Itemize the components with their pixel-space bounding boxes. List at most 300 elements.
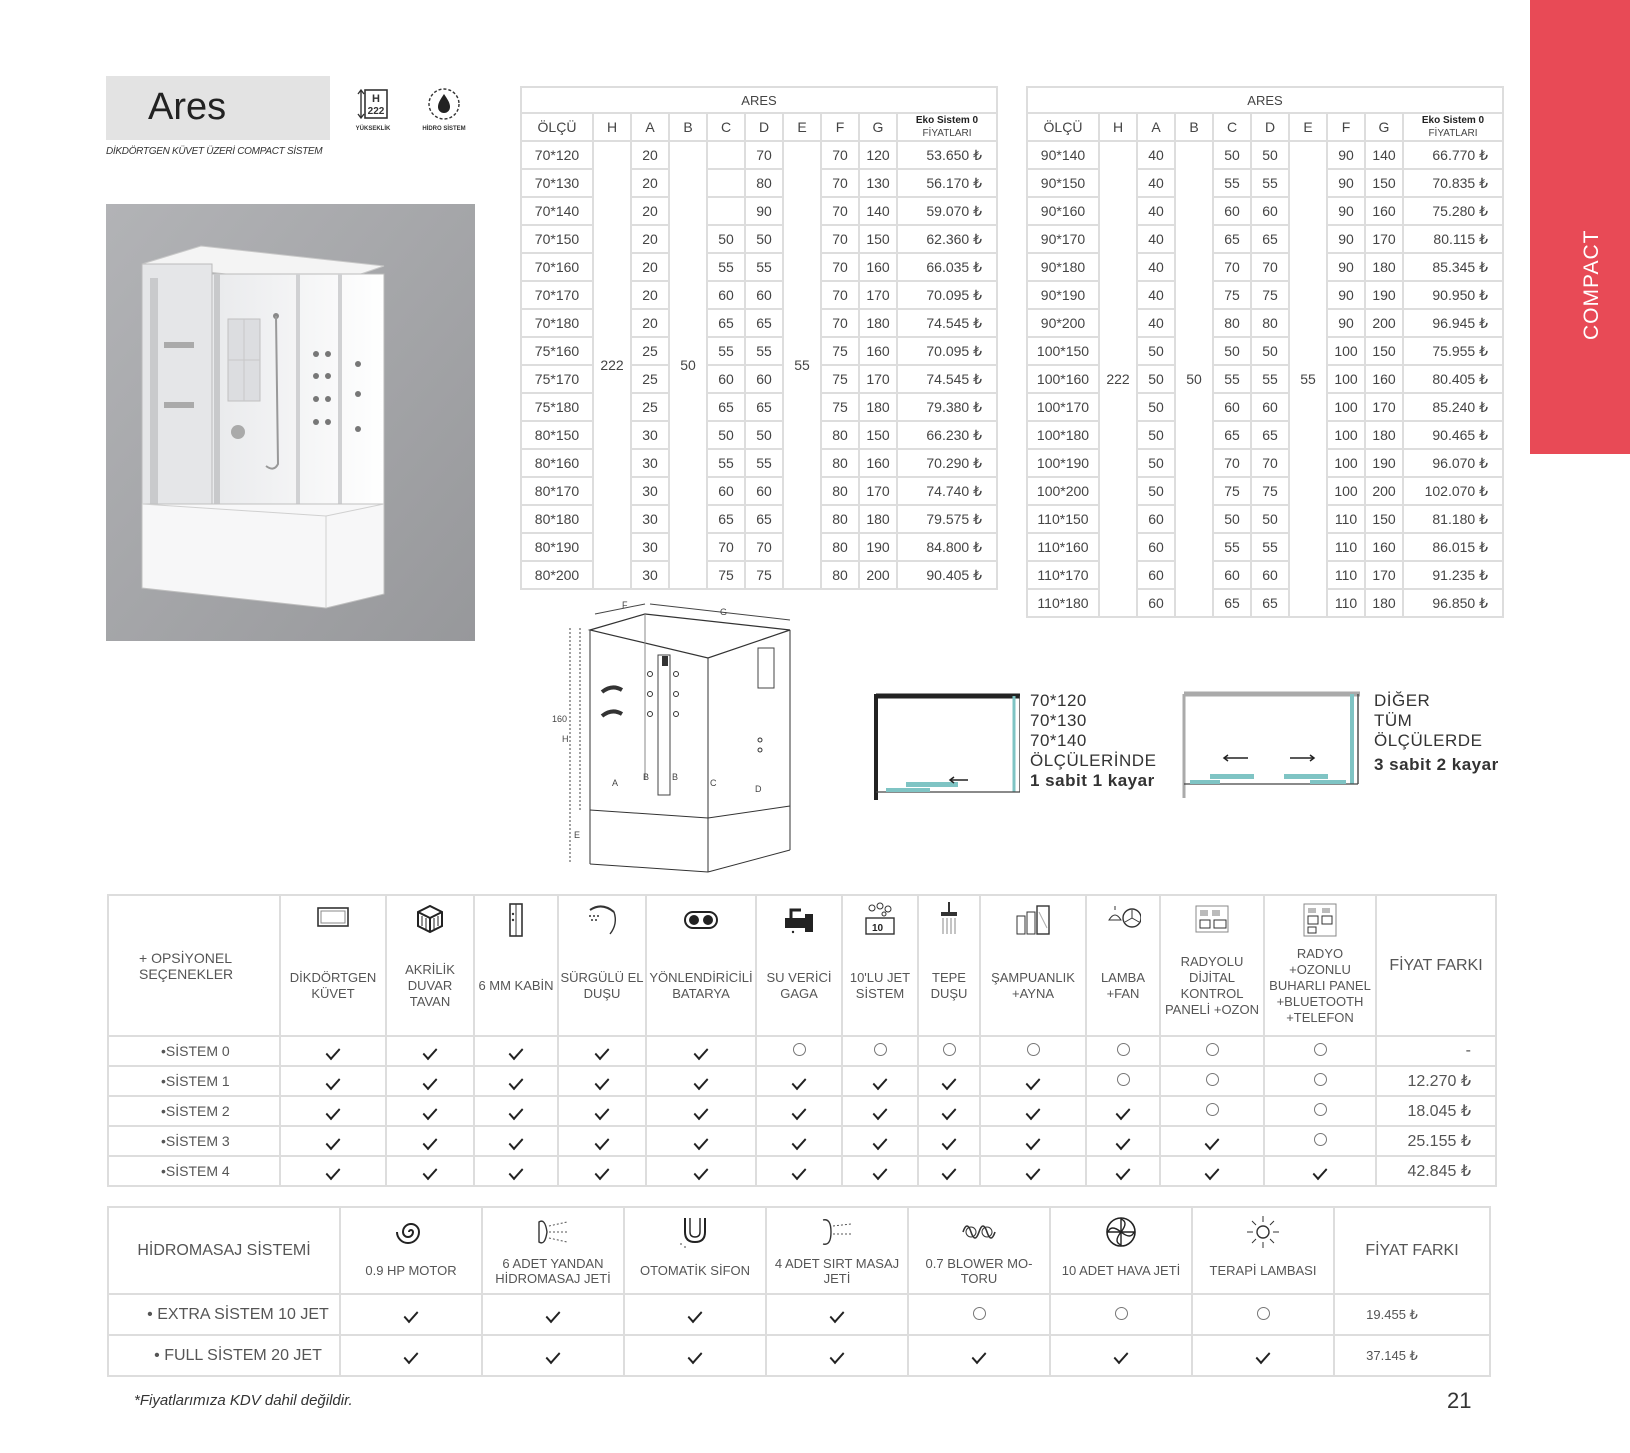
included-cell — [756, 1066, 842, 1096]
table-row — [1027, 589, 1503, 617]
price-cell: 96.070 ₺ — [1403, 449, 1503, 477]
size-table-1 — [520, 86, 998, 590]
check-icon — [509, 1163, 524, 1179]
d-cell: 50 — [745, 225, 783, 253]
included-cell — [624, 1335, 766, 1376]
g-cell: 170 — [859, 365, 897, 393]
f-cell: 75 — [821, 337, 859, 365]
price-cell: 80.115 ₺ — [1403, 225, 1503, 253]
g-cell: 180 — [1365, 589, 1403, 617]
a-cell: 25 — [631, 393, 669, 421]
motor-icon — [393, 1214, 429, 1250]
table-row — [1027, 477, 1503, 505]
c-cell: 65 — [707, 505, 745, 533]
included-cell — [1050, 1335, 1192, 1376]
included-cell — [918, 1066, 980, 1096]
check-icon — [942, 1133, 957, 1149]
table-row — [108, 1335, 1490, 1376]
size-cell: 75*170 — [521, 365, 593, 393]
dim-label: H — [562, 734, 569, 744]
col-header: C — [707, 113, 745, 141]
included-cell — [756, 1156, 842, 1186]
optional-cell — [1086, 1066, 1160, 1096]
g-cell: 160 — [1365, 197, 1403, 225]
g-cell: 160 — [859, 337, 897, 365]
check-icon — [595, 1073, 610, 1089]
included-cell — [1086, 1126, 1160, 1156]
check-icon — [1026, 1103, 1041, 1119]
check-icon — [404, 1307, 419, 1323]
feature-label: 6 MM KABİN — [478, 977, 554, 993]
included-cell — [474, 1126, 558, 1156]
row-label: •SİSTEM 1 — [108, 1066, 280, 1096]
table-row — [1027, 197, 1503, 225]
price-diff-header: FİYAT FARKI — [1334, 1207, 1490, 1294]
empty-circle-icon — [943, 1043, 956, 1056]
price-cell: 66.230 ₺ — [897, 421, 997, 449]
a-cell: 60 — [1137, 533, 1175, 561]
price-cell: 74.740 ₺ — [897, 477, 997, 505]
page-number: 21 — [1447, 1388, 1472, 1413]
table-row — [1027, 169, 1503, 197]
d-cell: 70 — [745, 141, 783, 169]
g-cell: 150 — [1365, 337, 1403, 365]
price-cell: 70.290 ₺ — [897, 449, 997, 477]
check-icon — [423, 1133, 438, 1149]
acrylic-ceiling-icon — [412, 902, 448, 938]
check-icon — [404, 1348, 419, 1364]
size-cell: 70*160 — [521, 253, 593, 281]
feature-header — [474, 895, 558, 1036]
optional-cell — [1160, 1096, 1264, 1126]
a-cell: 30 — [631, 421, 669, 449]
product-subtitle: DİKDÖRTGEN KÜVET ÜZERİ COMPACT SİSTEM — [106, 146, 323, 157]
included-cell — [980, 1066, 1086, 1096]
radio-ozone-icon — [1302, 902, 1338, 938]
a-cell: 25 — [631, 337, 669, 365]
included-cell — [756, 1096, 842, 1126]
hydro-badge — [419, 86, 469, 132]
feature-label: RADYO +OZONLU BUHARLI PANEL +BLUETOOTH +TELEFON — [1269, 945, 1371, 1025]
check-icon — [509, 1133, 524, 1149]
hydro-table — [107, 1206, 1491, 1377]
table-row — [1027, 281, 1503, 309]
feature-label: 10'LU JET SİSTEM — [849, 969, 911, 1001]
check-icon — [792, 1073, 807, 1089]
price-diff-cell: - — [1376, 1036, 1496, 1066]
dim-label: E — [574, 830, 581, 840]
row-label: •SİSTEM 0 — [108, 1036, 280, 1066]
price-diff-cell: 42.845 ₺ — [1376, 1156, 1496, 1186]
a-cell: 20 — [631, 281, 669, 309]
check-icon — [326, 1043, 341, 1059]
d-cell: 55 — [1251, 169, 1289, 197]
f-cell: 90 — [1327, 253, 1365, 281]
size-cell: 110*160 — [1027, 533, 1099, 561]
dim-label: D — [755, 784, 762, 794]
empty-circle-icon — [874, 1043, 887, 1056]
c-cell: 65 — [1213, 589, 1251, 617]
size-cell: 70*120 — [521, 141, 593, 169]
col-header: B — [669, 113, 707, 141]
included-cell — [474, 1036, 558, 1066]
side-tab — [1530, 0, 1630, 454]
check-icon — [1116, 1103, 1131, 1119]
optional-cell — [1192, 1294, 1334, 1335]
product-title: Ares — [148, 86, 227, 128]
a-cell: 20 — [631, 253, 669, 281]
optional-cell — [908, 1294, 1050, 1335]
g-cell: 180 — [1365, 421, 1403, 449]
price-cell: 70.095 ₺ — [897, 337, 997, 365]
c-cell: 70 — [1213, 253, 1251, 281]
d-cell: 50 — [1251, 505, 1289, 533]
included-cell — [1086, 1096, 1160, 1126]
check-icon — [595, 1163, 610, 1179]
size-cell: 80*170 — [521, 477, 593, 505]
col-header: E — [783, 113, 821, 141]
size-cell: 90*150 — [1027, 169, 1099, 197]
f-cell: 70 — [821, 141, 859, 169]
col-header: F — [821, 113, 859, 141]
table-row — [521, 421, 997, 449]
tub-icon — [315, 902, 351, 938]
f-cell: 100 — [1327, 421, 1365, 449]
size-cell: 90*140 — [1027, 141, 1099, 169]
included-cell — [558, 1096, 646, 1126]
table-row — [521, 365, 997, 393]
check-icon — [694, 1073, 709, 1089]
included-cell — [386, 1066, 474, 1096]
size-cell: 80*180 — [521, 505, 593, 533]
rain-shower-icon — [931, 902, 967, 938]
feature-header — [908, 1207, 1050, 1294]
included-cell — [918, 1156, 980, 1186]
a-cell: 20 — [631, 197, 669, 225]
price-cell: 91.235 ₺ — [1403, 561, 1503, 589]
col-header: A — [631, 113, 669, 141]
price-diff-cell: 12.270 ₺ — [1376, 1066, 1496, 1096]
a-cell: 30 — [631, 449, 669, 477]
feature-header — [1264, 895, 1376, 1036]
included-cell — [558, 1036, 646, 1066]
check-icon — [688, 1307, 703, 1323]
col-header: F — [1327, 113, 1365, 141]
feature-label: AKRİLİK DUVAR TAVAN — [405, 961, 455, 1009]
included-cell — [908, 1335, 1050, 1376]
check-icon — [694, 1133, 709, 1149]
c-cell — [707, 197, 745, 225]
included-cell — [340, 1294, 482, 1335]
d-cell: 65 — [745, 309, 783, 337]
empty-circle-icon — [1257, 1307, 1270, 1320]
empty-circle-icon — [1314, 1073, 1327, 1086]
check-icon — [694, 1043, 709, 1059]
price-cell: 81.180 ₺ — [1403, 505, 1503, 533]
check-icon — [1026, 1133, 1041, 1149]
g-cell: 200 — [859, 561, 897, 589]
optional-cell — [1086, 1036, 1160, 1066]
f-cell: 80 — [821, 561, 859, 589]
table-row — [521, 533, 997, 561]
check-icon — [509, 1073, 524, 1089]
c-cell: 60 — [707, 365, 745, 393]
feature-label: RADYOLU DİJİTAL KONTROL PANELİ +OZON — [1164, 953, 1260, 1017]
included-cell — [386, 1036, 474, 1066]
size-cell: 100*180 — [1027, 421, 1099, 449]
blower-icon — [961, 1214, 997, 1250]
empty-circle-icon — [1206, 1043, 1219, 1056]
g-cell: 140 — [859, 197, 897, 225]
dim-label: C — [710, 778, 717, 788]
a-cell: 40 — [1137, 197, 1175, 225]
price-cell: 75.280 ₺ — [1403, 197, 1503, 225]
row-label: •SİSTEM 4 — [108, 1156, 280, 1186]
table-row — [1027, 253, 1503, 281]
col-header: B — [1175, 113, 1213, 141]
check-icon — [509, 1103, 524, 1119]
check-icon — [1313, 1163, 1328, 1179]
dim-label: F — [622, 600, 628, 610]
table-row — [1027, 225, 1503, 253]
svg-text:H: H — [372, 93, 380, 105]
a-cell: 20 — [631, 141, 669, 169]
g-cell: 160 — [1365, 365, 1403, 393]
therapy-lamp-icon — [1245, 1214, 1281, 1250]
check-icon — [792, 1133, 807, 1149]
table-row — [1027, 309, 1503, 337]
f-cell: 100 — [1327, 337, 1365, 365]
a-cell: 50 — [1137, 393, 1175, 421]
included-cell — [624, 1294, 766, 1335]
c-cell: 60 — [1213, 393, 1251, 421]
table-row — [1027, 393, 1503, 421]
g-cell: 170 — [1365, 225, 1403, 253]
size-cell: 110*170 — [1027, 561, 1099, 589]
d-cell: 65 — [1251, 421, 1289, 449]
g-cell: 130 — [859, 169, 897, 197]
size-cell: 110*180 — [1027, 589, 1099, 617]
price-cell: 62.360 ₺ — [897, 225, 997, 253]
included-cell — [980, 1156, 1086, 1186]
f-cell: 100 — [1327, 449, 1365, 477]
included-cell — [842, 1156, 918, 1186]
a-cell: 50 — [1137, 477, 1175, 505]
table-row — [1027, 449, 1503, 477]
table-row — [1027, 141, 1503, 169]
check-icon — [1116, 1163, 1131, 1179]
f-cell: 70 — [821, 225, 859, 253]
included-cell — [646, 1096, 756, 1126]
check-icon — [326, 1133, 341, 1149]
d-cell: 75 — [1251, 477, 1289, 505]
optional-cell — [842, 1036, 918, 1066]
c-cell: 70 — [707, 533, 745, 561]
check-icon — [972, 1348, 987, 1364]
table-row — [521, 337, 997, 365]
empty-circle-icon — [1314, 1043, 1327, 1056]
f-cell: 70 — [821, 169, 859, 197]
d-cell: 55 — [745, 449, 783, 477]
size-cell: 75*180 — [521, 393, 593, 421]
water-drop-icon — [426, 86, 462, 122]
feature-label: ŞAMPUANLIK +AYNA — [991, 969, 1075, 1001]
table-row — [521, 561, 997, 589]
feature-label: SU VERİCİ GAGA — [766, 969, 832, 1001]
check-icon — [326, 1073, 341, 1089]
g-cell: 180 — [859, 505, 897, 533]
feature-label: LAMBA +FAN — [1100, 969, 1146, 1001]
check-icon — [546, 1348, 561, 1364]
feature-label: SÜRGÜLÜ EL DUŞU — [560, 969, 644, 1001]
e-cell: 55 — [1289, 141, 1327, 617]
feature-label: DİKDÖRTGEN KÜVET — [289, 969, 377, 1001]
feature-header — [842, 895, 918, 1036]
f-cell: 90 — [1327, 169, 1365, 197]
included-cell — [756, 1126, 842, 1156]
price-cell: 66.035 ₺ — [897, 253, 997, 281]
included-cell — [280, 1036, 386, 1066]
empty-circle-icon — [1117, 1043, 1130, 1056]
a-cell: 30 — [631, 533, 669, 561]
a-cell: 50 — [1137, 421, 1175, 449]
f-cell: 70 — [821, 253, 859, 281]
c-cell: 75 — [707, 561, 745, 589]
empty-circle-icon — [1206, 1103, 1219, 1116]
feature-label: 4 ADET SIRT MASAJ JETİ — [774, 1255, 900, 1286]
c-cell: 55 — [1213, 169, 1251, 197]
d-cell: 65 — [745, 393, 783, 421]
feature-header — [280, 895, 386, 1036]
f-cell: 100 — [1327, 477, 1365, 505]
size-cell: 80*160 — [521, 449, 593, 477]
size-table-2 — [1026, 86, 1504, 618]
size-cell: 70*150 — [521, 225, 593, 253]
size-cell: 70*140 — [521, 197, 593, 225]
g-cell: 180 — [859, 309, 897, 337]
feature-label: OTOMATİK SİFON — [639, 1263, 751, 1278]
price-cell: 70.095 ₺ — [897, 281, 997, 309]
a-cell: 40 — [1137, 225, 1175, 253]
included-cell — [280, 1066, 386, 1096]
g-cell: 160 — [859, 449, 897, 477]
table-row — [521, 477, 997, 505]
shampoo-icon — [1015, 902, 1051, 938]
check-icon — [595, 1103, 610, 1119]
d-cell: 60 — [1251, 393, 1289, 421]
jet-icon — [862, 902, 898, 938]
included-cell — [646, 1066, 756, 1096]
feature-header — [766, 1207, 908, 1294]
table-row — [521, 197, 997, 225]
d-cell: 75 — [745, 561, 783, 589]
a-cell: 60 — [1137, 561, 1175, 589]
dim-label: B — [672, 772, 679, 782]
svg-text:222: 222 — [367, 106, 385, 117]
feature-header — [558, 895, 646, 1036]
included-cell — [280, 1126, 386, 1156]
d-cell: 70 — [745, 533, 783, 561]
dim-label: G — [720, 607, 728, 617]
check-icon — [326, 1103, 341, 1119]
check-icon — [830, 1307, 845, 1323]
price-cell: 79.380 ₺ — [897, 393, 997, 421]
d-cell: 60 — [745, 281, 783, 309]
included-cell — [386, 1096, 474, 1126]
d-cell: 50 — [1251, 337, 1289, 365]
col-header: G — [1365, 113, 1403, 141]
c-cell: 75 — [1213, 477, 1251, 505]
g-cell: 170 — [859, 477, 897, 505]
c-cell: 50 — [1213, 337, 1251, 365]
price-cell: 84.800 ₺ — [897, 533, 997, 561]
col-header: A — [1137, 113, 1175, 141]
table-row — [108, 1126, 1496, 1156]
check-icon — [423, 1103, 438, 1119]
table-row — [108, 1066, 1496, 1096]
check-icon — [423, 1073, 438, 1089]
price-cell: 90.465 ₺ — [1403, 421, 1503, 449]
dim-label: A — [612, 778, 619, 788]
f-cell: 110 — [1327, 561, 1365, 589]
g-cell: 180 — [859, 393, 897, 421]
c-cell: 60 — [1213, 561, 1251, 589]
size-cell: 70*180 — [521, 309, 593, 337]
a-cell: 40 — [1137, 253, 1175, 281]
size-cell: 80*150 — [521, 421, 593, 449]
col-header: ÖLÇÜ — [521, 113, 593, 141]
dim-label: B — [643, 772, 650, 782]
c-cell: 50 — [707, 225, 745, 253]
options-table — [107, 894, 1497, 1187]
f-cell: 100 — [1327, 365, 1365, 393]
check-icon — [942, 1073, 957, 1089]
table-row — [521, 141, 997, 169]
price-cell: 75.955 ₺ — [1403, 337, 1503, 365]
eco-price-header: Eko Sistem 0 FİYATLARI — [897, 113, 997, 141]
price-cell: 102.070 ₺ — [1403, 477, 1503, 505]
check-icon — [1205, 1163, 1220, 1179]
col-header: H — [593, 113, 631, 141]
price-diff-cell: 37.145 ₺ — [1334, 1335, 1490, 1376]
hydro-first-header: HİDROMASAJ SİSTEMİ — [108, 1207, 340, 1294]
lamp-fan-icon — [1105, 902, 1141, 938]
c-cell: 50 — [1213, 141, 1251, 169]
empty-circle-icon — [1314, 1103, 1327, 1116]
size-cell: 100*170 — [1027, 393, 1099, 421]
feature-label: 0.7 BLOWER MO- TORU — [925, 1255, 1033, 1286]
c-cell: 65 — [1213, 225, 1251, 253]
f-cell: 70 — [821, 197, 859, 225]
optional-cell — [1050, 1294, 1192, 1335]
cabin-icon — [498, 902, 534, 938]
row-label: •SİSTEM 2 — [108, 1096, 280, 1126]
col-header: ÖLÇÜ — [1027, 113, 1099, 141]
a-cell: 20 — [631, 309, 669, 337]
spout-icon — [781, 902, 817, 938]
table-row — [1027, 337, 1503, 365]
table-row — [1027, 421, 1503, 449]
check-icon — [595, 1133, 610, 1149]
price-cell: 86.015 ₺ — [1403, 533, 1503, 561]
check-icon — [1026, 1073, 1041, 1089]
included-cell — [1160, 1156, 1264, 1186]
f-cell: 100 — [1327, 393, 1365, 421]
table-row — [1027, 533, 1503, 561]
size-cell: 80*200 — [521, 561, 593, 589]
d-cell: 70 — [1251, 449, 1289, 477]
optional-cell — [1160, 1066, 1264, 1096]
